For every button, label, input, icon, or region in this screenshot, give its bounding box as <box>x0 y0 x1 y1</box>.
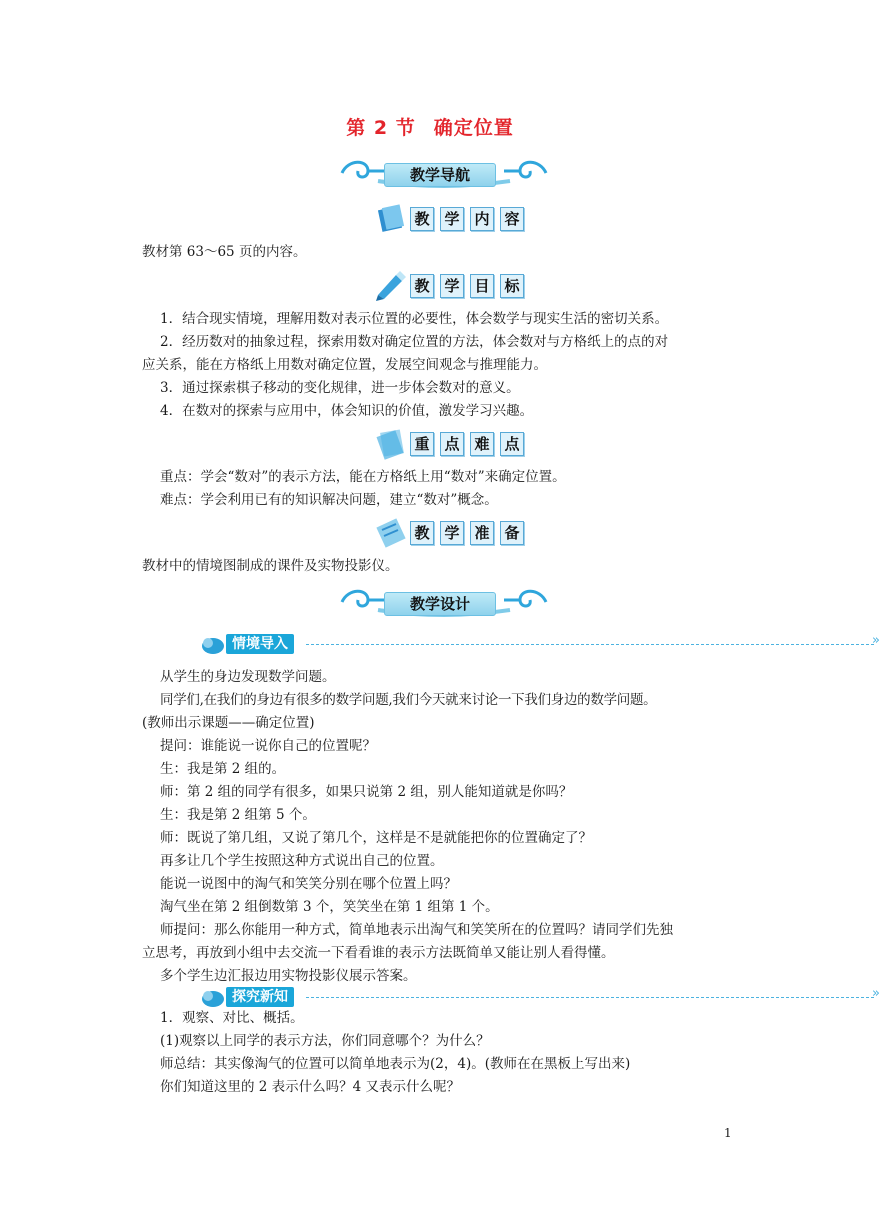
intro-line: 从学生的身边发现数学问题。 <box>160 669 336 685</box>
heading-char: 目 <box>470 274 494 298</box>
intro-line: 同学们,在我们的身边有很多的数学问题,我们今天就来讨论一下我们身边的数学问题。 <box>160 692 657 708</box>
heading-char: 学 <box>440 274 464 298</box>
bird-icon <box>198 631 228 657</box>
heading-char: 点 <box>500 432 524 456</box>
banner-label: 教学设计 <box>384 592 496 616</box>
heading-char: 标 <box>500 274 524 298</box>
section-name: 确定位置 <box>433 117 514 139</box>
page-number: 1 <box>724 1126 732 1140</box>
banner-teaching-nav <box>0 155 860 195</box>
heading-char: 学 <box>440 521 464 545</box>
intro-line: 师提问：那么你能用一种方式，简单地表示出淘气和笑笑所在的位置吗？请同学们先独 <box>160 922 673 938</box>
explore-line: 1．观察、对比、概括。 <box>160 1010 304 1026</box>
goal-item: 应关系，能在方格纸上用数对确定位置，发展空间观念与推理能力。 <box>142 357 547 373</box>
explore-line: 师总结：其实像淘气的位置可以简单地表示为(2，4)。(教师在在黑板上写出来) <box>160 1056 631 1072</box>
dashed-divider <box>306 997 874 998</box>
heading-char: 学 <box>440 207 464 231</box>
difficulty-point: 难点：学会利用已有的知识解决问题，建立“数对”概念。 <box>160 492 498 508</box>
intro-line: 多个学生边汇报边用实物投影仪展示答案。 <box>160 968 417 984</box>
goal-item: 2．经历数对的抽象过程，探索用数对确定位置的方法，体会数对与方格纸上的点的对 <box>160 334 669 350</box>
goal-item: 3．通过探索棋子移动的变化规律，进一步体会数对的意义。 <box>160 380 520 396</box>
heading-char: 点 <box>440 432 464 456</box>
intro-line: 能说一说图中的淘气和笑笑分别在哪个位置上吗？ <box>160 876 457 892</box>
heading-char: 备 <box>500 521 524 545</box>
intro-line: 师：第 2 组的同学有很多，如果只说第 2 组，别人能知道就是你吗？ <box>160 784 573 800</box>
page-title <box>0 113 860 140</box>
heading-char: 教 <box>410 207 434 231</box>
goal-item: 1．结合现实情境，理解用数对表示位置的必要性，体会数学与现实生活的密切关系。 <box>160 311 669 327</box>
heading-char: 教 <box>410 521 434 545</box>
dashed-divider <box>306 644 874 645</box>
intro-line: 生：我是第 2 组的。 <box>160 761 286 777</box>
explore-line: (1)观察以上同学的表示方法，你们同意哪个？为什么？ <box>160 1033 490 1049</box>
intro-line: (教师出示课题——确定位置) <box>142 715 315 731</box>
intro-line: 立思考，再放到小组中去交流一下看看谁的表示方法既简单又能让别人看得懂。 <box>142 945 615 961</box>
goal-item: 4．在数对的探索与应用中，体会知识的价值，激发学习兴趣。 <box>160 403 534 419</box>
intro-line: 淘气坐在第 2 组倒数第 3 个，笑笑坐在第 1 组第 1 个。 <box>160 899 499 915</box>
explore-line: 你们知道这里的 2 表示什么吗？4 又表示什么呢？ <box>160 1079 461 1095</box>
intro-line: 师：既说了第几组，又说了第几个，这样是不是就能把你的位置确定了？ <box>160 830 592 846</box>
heading-char: 内 <box>470 207 494 231</box>
heading-char: 重 <box>410 432 434 456</box>
double-chevron-icon: » <box>872 986 880 1001</box>
pencil-icon <box>374 269 408 301</box>
key-point: 重点：学会“数对”的表示方法，能在方格纸上用“数对”来确定位置。 <box>160 469 566 485</box>
banner-label: 教学导航 <box>384 163 496 187</box>
book-icon <box>374 202 408 234</box>
banner-teaching-design <box>0 584 860 624</box>
content-text: 教材第 63～65 页的内容。 <box>142 244 307 260</box>
heading-char: 容 <box>500 207 524 231</box>
heading-char: 教 <box>410 274 434 298</box>
heading-char: 难 <box>470 432 494 456</box>
subheading-tag: 情境导入 <box>226 634 294 654</box>
section-number: 第 2 节 <box>346 117 416 139</box>
clipboard-icon <box>374 516 408 548</box>
intro-line: 生：我是第 2 组第 5 个。 <box>160 807 316 823</box>
heading-char: 准 <box>470 521 494 545</box>
intro-line: 再多让几个学生按照这种方式说出自己的位置。 <box>160 853 444 869</box>
double-chevron-icon: » <box>872 633 880 648</box>
document-icon <box>374 427 408 459</box>
prep-text: 教材中的情境图制成的课件及实物投影仪。 <box>142 558 399 574</box>
intro-line: 提问：谁能说一说你自己的位置呢？ <box>160 738 376 754</box>
subheading-situation-intro <box>198 631 880 657</box>
subheading-tag: 探究新知 <box>226 987 294 1007</box>
